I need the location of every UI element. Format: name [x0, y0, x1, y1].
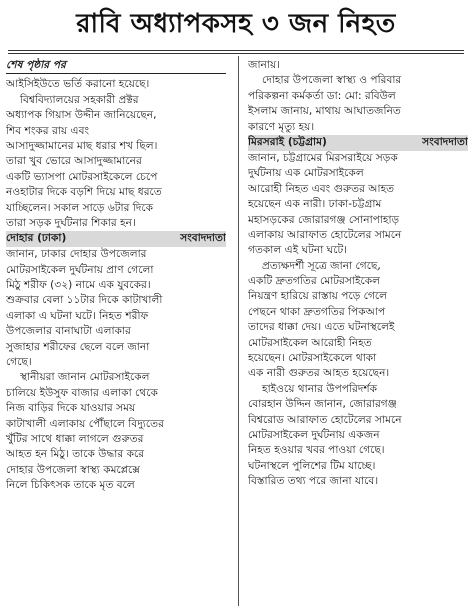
left-column [6, 58, 226, 606]
text-line: উপজেলার বানাঘাটা এলাকার [6, 325, 131, 338]
text-line: শিব শংকর রায় এবং [6, 124, 90, 137]
text-line: নিহত হওয়ার খবর পাওয়া গেছে। [248, 444, 385, 457]
headline-rule-top [8, 50, 464, 51]
text-line: আরোহী নিহত এবং গুরুতর আহত [248, 182, 395, 195]
column-divider [238, 56, 239, 606]
text-line: নিজ বাড়ির দিকে যাওয়ার সময় [6, 402, 136, 415]
text-line: পরিকল্পনা কর্মকর্তা ডা: মো: রবিউল [248, 89, 396, 102]
left-paragraphs-a [6, 77, 226, 231]
text-line: অধ্যাপক গিয়াস উদ্দীন জানিয়েছেন, [6, 109, 157, 122]
text-line: এলাকা এ ঘটনা ঘটে। নিহত শরীফ [6, 309, 149, 322]
text-line: মিঠু শরীফ (৩২) নামে এক যুবকের। [6, 279, 151, 292]
text-line: আইসিইউতে ভর্তি করানো হয়েছে। [6, 78, 150, 91]
text-line: হয়েছেন এক নারী। ঢাকা-চট্টগ্রাম [248, 198, 382, 211]
text-line: সুজাহার শরীফের ছেলে বলে জানা [6, 340, 150, 353]
text-line: দুর্ঘটনায় এক মোটরসাইকেল [248, 167, 364, 180]
text-line: একটি দ্রুতগতির মোটরসাইকেল [248, 275, 381, 288]
text-line: নিলে চিকিৎসক তাকে মৃত বলে [6, 479, 135, 492]
text-line: মহাসড়কের জোরারগঞ্জ সোনাপাহাড় [248, 213, 400, 226]
text-line: বোরহান উদ্দিন জানান, জোরারগঞ্জ [248, 398, 397, 411]
text-line: নিয়ন্ত্রণ হারিয়ে রাস্তায় পড়ে গেলে [248, 290, 388, 303]
dateline-desk: সংবাদদাতা [422, 135, 468, 148]
text-line: একটি ভ্যাসপা মোটরসাইকেলে চেপে [6, 170, 158, 183]
dateline-place: দোহার (ঢাকা) [6, 232, 67, 245]
right-column [248, 58, 468, 606]
left-paragraphs-b [6, 247, 226, 493]
text-line: পেছনে থাকা দ্রুতগতির পিকআপ [248, 305, 386, 318]
text-line: আসাদুজ্জামানের মাছ ধরার শখ ছিল। [6, 139, 158, 152]
text-line: তারা সড়ক দুর্ঘটনার শিকার হন। [6, 216, 136, 229]
text-line: যাচ্ছিলেন। সকাল সাড়ে ৬টার দিকে [6, 201, 154, 214]
text-line: হাইওয়ে থানার উপপরিদর্শক [262, 382, 378, 395]
text-line: হয়েছেন। মোটরসাইকেলে থাকা [248, 352, 377, 365]
text-line: দোহার উপজেলা স্বাস্থ্য ও পরিবার [262, 74, 402, 87]
headline-rule-bottom [8, 53, 464, 54]
text-line: তাদের ধাক্কা দেয়। এতে ঘটনাস্থলেই [248, 321, 395, 334]
text-line: গেছে। [6, 356, 32, 369]
text-line: তারা খুব ভোরে আসাদুজ্জামানের [6, 155, 142, 168]
text-line: চালিয়ে ইউসুফ বাজার এলাকা থেকে [6, 386, 158, 399]
text-line: জানান, ঢাকার দোহার উপজেলার [6, 248, 147, 261]
text-line: নওহাটার দিকে বড়শি দিয়ে মাছ ধরতে [6, 186, 162, 199]
text-line: বিস্তারিত তথ্য পরে জানা যাবে। [248, 475, 379, 488]
right-paragraphs-b [248, 151, 468, 490]
dateline-desk: সংবাদদাতা [180, 232, 226, 245]
dateline-mirsarai [248, 135, 468, 151]
text-line: প্রত্যক্ষদর্শী সূত্রে জানা গেছে, [262, 259, 381, 272]
text-line: ইসলাম জানায়, মাথায় আঘাতজনিত [248, 105, 401, 118]
text-line: স্থানীয়রা জানান মোটরসাইকেল [20, 371, 150, 384]
headline: রাবি অধ্যাপকসহ ৩ জন নিহত [76, 9, 396, 39]
text-line: কারণে মৃত্যু হয়। [248, 120, 315, 133]
text-line: কাটাখালী এলাকায় পৌঁছালে বিদ্যুতের [6, 417, 164, 430]
text-line: জানায়। [248, 59, 280, 71]
text-line: ঘটনাস্থলে পুলিশের টিম যাচ্ছে। [248, 459, 376, 472]
text-line: এক নারী গুরুতর আহত হয়েছেন। [248, 367, 390, 380]
text-line: খুঁটির সাথে ধাক্কা লাগলে গুরুতর [6, 432, 144, 445]
text-line: মোটরসাইকেল আরোহী নিহত [248, 336, 372, 349]
text-line: আহত হন মিঠু। তাকে উদ্ধার করে [6, 448, 145, 461]
text-line: গতকাল এই ঘটনা ঘটে। [248, 244, 348, 257]
text-line: মোটরসাইকেল দুর্ঘটনায় প্রাণ গেলো [6, 263, 154, 276]
right-paragraphs-a [248, 58, 468, 135]
text-line: মোটরসাইকেল দুর্ঘটনায় একজন [248, 428, 380, 441]
dateline-place: মিরসরাই (চট্টগ্রাম) [248, 135, 327, 148]
text-line: এলাকায় আরাফাত হোটেলের সামনে [248, 228, 402, 241]
continued-from-label: শেষ পৃষ্ঠার পর [6, 58, 226, 74]
text-line: দোহার উপজেলা স্বাস্থ্য কমপ্লেক্সে [6, 463, 141, 476]
dateline-dohar [6, 231, 226, 247]
text-line: বিশ্ববিদ্যালয়ের সহকারী প্রক্টর [20, 93, 139, 106]
text-line: বিশ্বরোড আরাফাত হোটেলের সামনে [248, 413, 402, 426]
text-line: জানান, চট্টগ্রামের মিরসরাইয়ে সড়ক [248, 151, 398, 164]
text-line: শুক্রবার বেলা ১১টার দিকে কাটাখালী [6, 294, 163, 307]
